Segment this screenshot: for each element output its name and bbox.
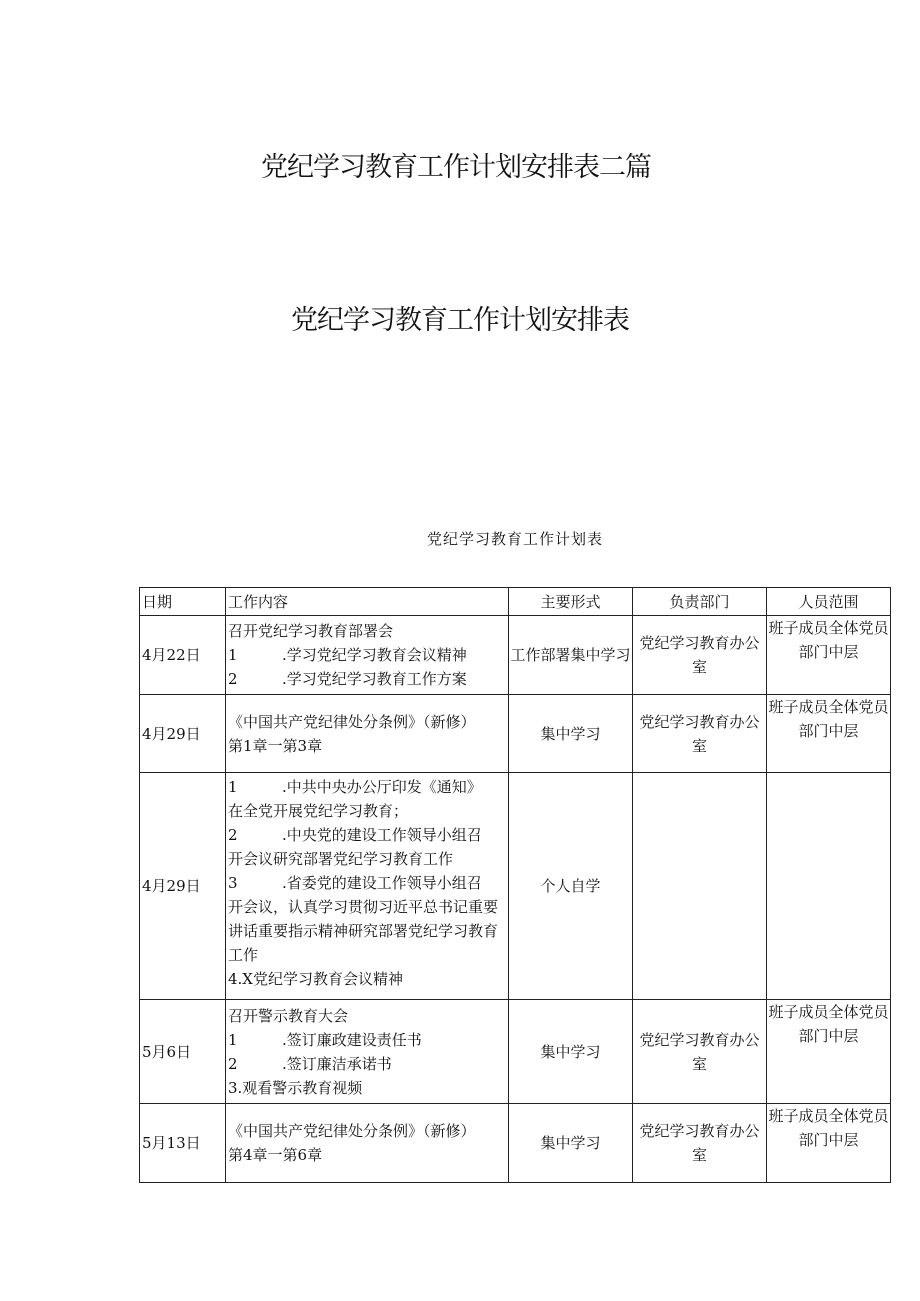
item-number: 1: [228, 646, 238, 664]
row-scope: [767, 616, 891, 695]
content-line: 第4章一第6章: [228, 1146, 323, 1164]
content-item: [228, 775, 508, 799]
content-item: 3.观看警示教育视频: [228, 1078, 363, 1097]
content-title: 召开警示教育大会: [228, 1006, 349, 1025]
dept-text: 党纪学习教育办公室: [639, 1122, 760, 1164]
item-text: .学习党纪学习教育工作方案: [282, 670, 467, 688]
item-text: .签订廉洁承诺书: [282, 1054, 392, 1073]
row-date: 5月13日: [140, 1104, 226, 1183]
row-content: [226, 1000, 509, 1104]
row-dept: [633, 616, 767, 695]
dept-text: 党纪学习教育办公室: [639, 1030, 760, 1073]
item-number: 1: [228, 778, 238, 796]
dept-text: 党纪学习教育办公室: [639, 712, 760, 755]
row-content: [226, 773, 509, 1000]
content-line: 第1章一第3章: [228, 736, 323, 755]
header-content: 工作内容: [226, 588, 509, 616]
table-row: [140, 695, 891, 773]
form-text: 个人自学: [540, 877, 601, 895]
item-number: 2: [228, 1054, 238, 1073]
item-continuation: 开会议，认真学习贯彻习近平总书记重要讲话重要指示精神研究部署党纪学习教育工作: [228, 898, 499, 964]
content-line: 《中国共产党纪律处分条例》（新修）: [228, 712, 476, 731]
content-item: [228, 643, 508, 667]
row-content: [226, 616, 509, 695]
document-main-title: 党纪学习教育工作计划安排表二篇: [261, 152, 651, 183]
row-form: [509, 616, 633, 695]
row-scope: [767, 773, 891, 1000]
table-row: [140, 1104, 891, 1183]
dept-text: 党纪学习教育办公室: [639, 634, 760, 676]
item-text: .中共中央办公厅印发《通知》: [282, 778, 482, 796]
row-form: [509, 1000, 633, 1104]
row-date: 4月22日: [140, 616, 226, 695]
row-dept: [633, 1104, 767, 1183]
item-text: .省委党的建设工作领导小组召: [282, 874, 482, 892]
row-form: [509, 695, 633, 773]
header-dept: 负责部门: [633, 588, 767, 616]
work-plan-table: [139, 587, 891, 1183]
table-row: [140, 1000, 891, 1104]
item-text: .中央党的建设工作领导小组召: [282, 826, 482, 844]
row-date: 5月6日: [140, 1000, 226, 1104]
content-item: [228, 871, 508, 895]
item-number: 3: [228, 874, 238, 892]
document-sub-title: 党纪学习教育工作计划安排表: [291, 305, 629, 336]
form-text: 集中学习: [540, 1134, 601, 1152]
header-form: 主要形式: [509, 588, 633, 616]
header-date: 日期: [140, 588, 226, 616]
item-number: 2: [228, 670, 238, 688]
content-block: [228, 775, 508, 991]
content-item: [228, 667, 508, 691]
form-text: 工作部署集中学习: [510, 646, 631, 664]
row-scope: [767, 1104, 891, 1183]
row-content: [226, 695, 509, 773]
row-date: 4月29日: [140, 695, 226, 773]
row-form: [509, 1104, 633, 1183]
content-line: 《中国共产党纪律处分条例》（新修）: [228, 1122, 476, 1140]
table-caption: 党纪学习教育工作计划表: [426, 530, 603, 548]
row-dept: [633, 1000, 767, 1104]
row-scope: [767, 1000, 891, 1104]
item-continuation: 开会议研究部署党纪学习教育工作: [228, 850, 454, 868]
item-number: 1: [228, 1030, 238, 1049]
item-text: .学习党纪学习教育会议精神: [282, 646, 467, 664]
item-continuation: 在全党开展党纪学习教育；: [228, 802, 409, 820]
header-scope: 人员范围: [767, 588, 891, 616]
row-dept: [633, 695, 767, 773]
content-item: [228, 1028, 508, 1052]
content-item: [228, 823, 508, 847]
row-dept: [633, 773, 767, 1000]
table-header-row: [140, 588, 891, 616]
item-text: .签订廉政建设责任书: [282, 1030, 422, 1049]
form-text: 集中学习: [540, 724, 601, 743]
item-number: 2: [228, 826, 238, 844]
table-row: [140, 773, 891, 1000]
form-text: 集中学习: [540, 1042, 601, 1061]
scope-text: 班子成员全体党员部门中层: [768, 619, 889, 661]
scope-text: 班子成员全体党员部门中层: [768, 1003, 889, 1045]
scope-text: 班子成员全体党员部门中层: [768, 698, 889, 740]
row-form: [509, 773, 633, 1000]
row-content: [226, 1104, 509, 1183]
table-row: [140, 616, 891, 695]
content-item: 4.X党纪学习教育会议精神: [228, 970, 403, 988]
scope-text: 班子成员全体党员部门中层: [768, 1107, 889, 1149]
content-item: [228, 1052, 508, 1076]
row-date: 4月29日: [140, 773, 226, 1000]
row-scope: [767, 695, 891, 773]
content-title: 召开党纪学习教育部署会: [228, 622, 394, 640]
